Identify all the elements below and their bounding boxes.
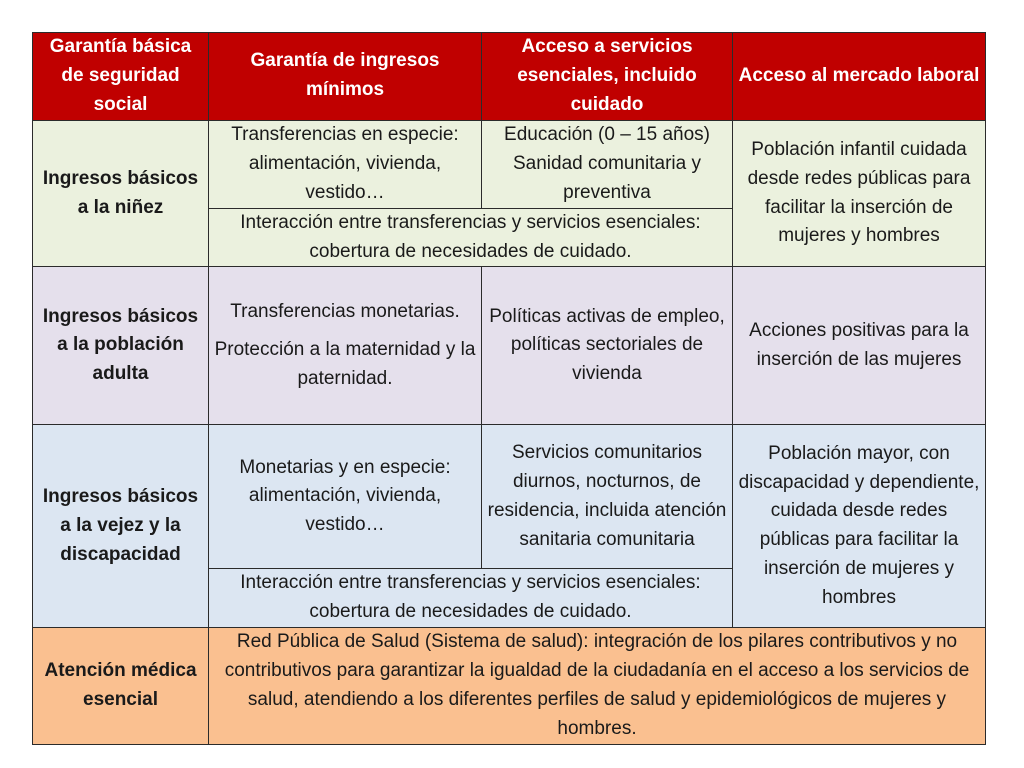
header-mercado-laboral: Acceso al mercado laboral xyxy=(733,33,986,121)
row-label-medica: Atención médica esencial xyxy=(33,628,209,745)
row-ninez xyxy=(33,120,986,208)
row-adulta xyxy=(33,267,986,425)
adulta-transfers xyxy=(209,267,482,425)
row-label-ninez: Ingresos básicos a la niñez xyxy=(33,120,209,267)
header-row xyxy=(33,33,986,121)
vejez-transfers: Monetarias y en especie: alimentación, vivienda, vestido… xyxy=(209,425,482,569)
adulta-labour: Acciones positivas para la inserción de las mujeres xyxy=(733,267,986,425)
row-label-adulta: Ingresos básicos a la población adulta xyxy=(33,267,209,425)
row-medica xyxy=(33,628,986,745)
vejez-labour: Población mayor, con discapacidad y dependiente, cuidada desde redes públicas para facilitar la inserción de mujeres y hombres xyxy=(733,425,986,628)
ninez-labour: Población infantil cuidada desde redes públicas para facilitar la inserción de mujeres y hombres xyxy=(733,120,986,267)
adulta-transfers-monetarias: Transferencias monetarias. xyxy=(230,300,460,322)
ninez-services: Educación (0 – 15 años) Sanidad comunitaria y preventiva xyxy=(482,120,733,208)
adulta-services: Políticas activas de empleo, políticas sectoriales de vivienda xyxy=(482,267,733,425)
social-protection-table xyxy=(32,32,986,745)
row-label-vejez: Ingresos básicos a la vejez y la discapacidad xyxy=(33,425,209,628)
ninez-transfers: Transferencias en especie: alimentación, vivienda, vestido… xyxy=(209,120,482,208)
header-servicios-esenciales: Acceso a servicios esenciales, incluido cuidado xyxy=(482,33,733,121)
vejez-interaction: Interacción entre transferencias y servicios esenciales: cobertura de necesidades de cuidado. xyxy=(209,569,733,628)
header-seguridad-social: Garantía básica de seguridad social xyxy=(33,33,209,121)
ninez-interaction: Interacción entre transferencias y servicios esenciales: cobertura de necesidades de cuidado. xyxy=(209,208,733,267)
adulta-transfers-proteccion: Protección a la maternidad y la paternidad. xyxy=(214,339,476,390)
row-vejez xyxy=(33,425,986,569)
vejez-services: Servicios comunitarios diurnos, nocturnos, de residencia, incluida atención sanitaria comunitaria xyxy=(482,425,733,569)
medica-content: Red Pública de Salud (Sistema de salud): integración de los pilares contributivos y no contributivos para garantizar la igualdad de la ciudadanía en el acceso a los servicios de salud, atendiendo a los diferentes perfiles de salud y epidemiológicos de mujeres y hombres. xyxy=(209,628,986,745)
header-ingresos-minimos: Garantía de ingresos mínimos xyxy=(209,33,482,121)
